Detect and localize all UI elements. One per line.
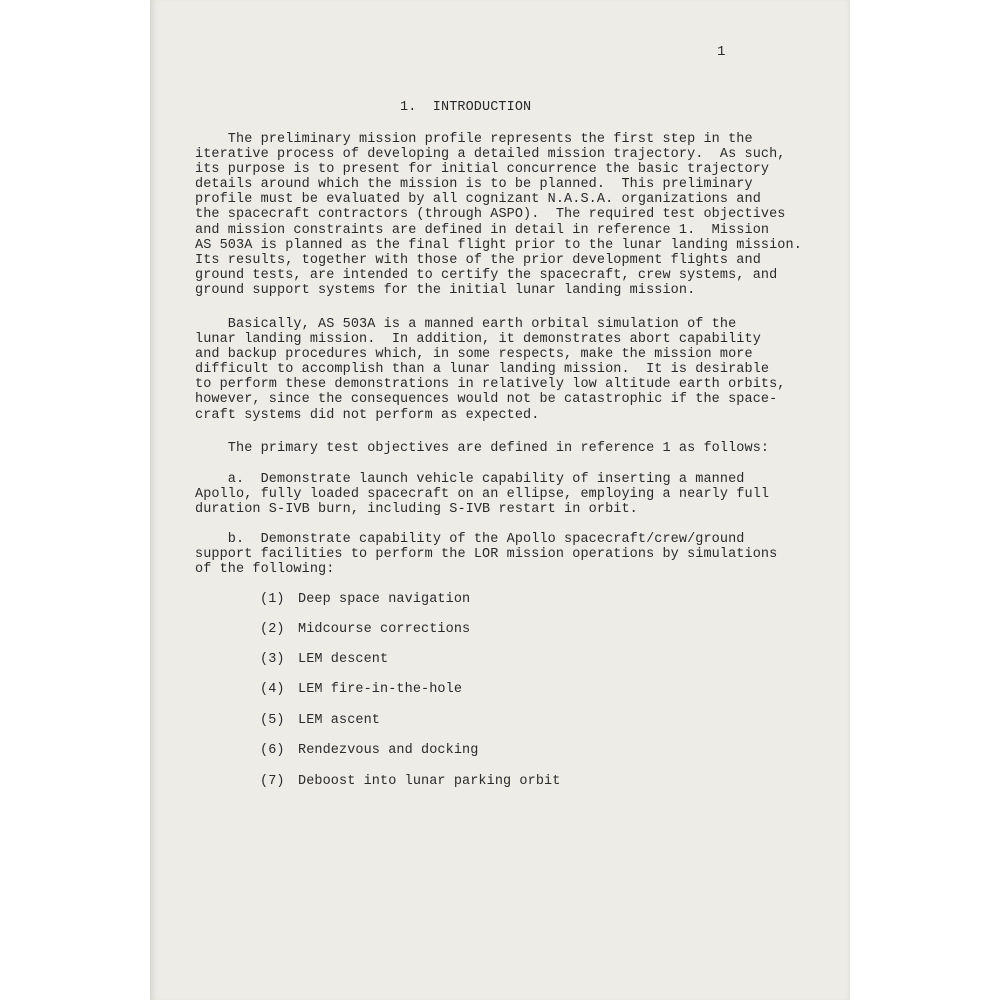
list-item: [260, 592, 470, 607]
list-item-text: Rendezvous and docking: [298, 743, 479, 758]
list-item: [260, 622, 470, 637]
list-item: [260, 743, 478, 758]
list-item-text: LEM fire-in-the-hole: [298, 682, 463, 697]
list-item-number: (6): [260, 743, 285, 758]
list-item-number: (7): [260, 774, 285, 789]
paragraph-objective-b: b. Demonstrate capability of the Apollo spacecraft/crew/ground support facilities to perform the LOR mission operations by simulations of the following:: [195, 532, 778, 578]
document-page: [150, 0, 850, 1000]
list-item-text: Deboost into lunar parking orbit: [298, 774, 561, 789]
section-heading: 1. INTRODUCTION: [400, 100, 532, 115]
list-item: [260, 774, 560, 789]
list-item: [260, 713, 380, 728]
list-item: [260, 652, 388, 667]
list-item: [260, 682, 462, 697]
paragraph-objective-a: a. Demonstrate launch vehicle capability of inserting a manned Apollo, fully loaded spacecraft on an ellipse, employing a nearly full duration S-IVB burn, including S-IVB restart in orbit.: [195, 472, 770, 518]
list-item-number: (1): [260, 592, 285, 607]
list-item-number: (5): [260, 713, 285, 728]
paragraph-basically: Basically, AS 503A is a manned earth orbital simulation of the lunar landing mission. In addition, it demonstrates abort capability and backup procedures which, in some respects, make the mission more difficult to accomplish than a lunar landing mission. It is desirable to perform these demonstrations in relatively low altitude earth orbits, however, since the consequences would not be catastrophic if the space- craft systems did not perform as expected.: [195, 317, 786, 423]
list-item-number: (3): [260, 652, 285, 667]
list-item-text: Midcourse corrections: [298, 622, 471, 637]
page-number: 1: [717, 44, 726, 60]
list-item-text: LEM ascent: [298, 713, 381, 728]
list-item-text: LEM descent: [298, 652, 389, 667]
list-item-text: Deep space navigation: [298, 592, 471, 607]
list-item-number: (2): [260, 622, 285, 637]
paragraph-objectives: The primary test objectives are defined in reference 1 as follows:: [195, 441, 770, 456]
list-item-number: (4): [260, 682, 285, 697]
paragraph-intro: The preliminary mission profile represents the first step in the iterative process of developing a detailed mission trajectory. As such, its purpose is to present for initial concurrence the basic trajectory details around which the mission is to be planned. This preliminary profile must be evaluated by all cognizant N.A.S.A. organizations and the spacecraft contractors (through ASPO). The required test objectives and mission constraints are defined in detail in reference 1. Mission AS 503A is planned as the final flight prior to the lunar landing mission. Its results, together with those of the prior development flights and ground tests, are intended to certify the spacecraft, crew systems, and ground support systems for the initial lunar landing mission.: [195, 132, 802, 298]
